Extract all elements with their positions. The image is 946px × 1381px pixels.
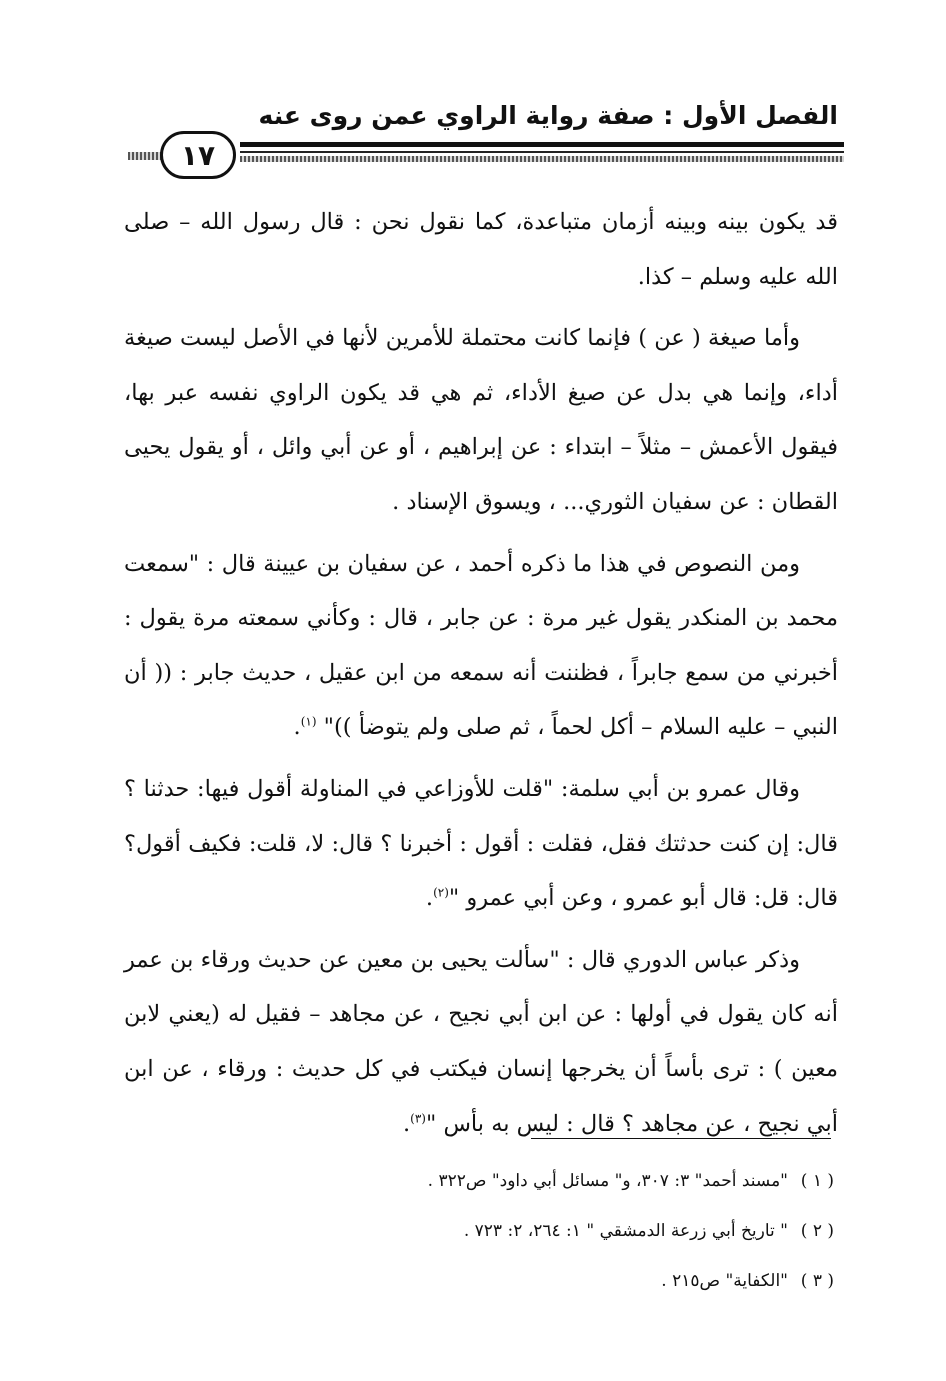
page-number: ١٧	[160, 131, 236, 179]
header-rule-thin	[240, 151, 844, 153]
chapter-title: الفصل الأول : صفة رواية الراوي عمن روى عنه	[258, 101, 838, 130]
footnote-ref-1: (١)	[300, 714, 317, 729]
header-rule-left	[128, 152, 162, 160]
footnote-text: "الكفاية" ص٢١٥ .	[661, 1271, 788, 1291]
footnote-text: " تاريخ أبي زرعة الدمشقي " ١: ٢٦٤، ٢: ٧٢٣ .	[463, 1221, 788, 1241]
footnote-ref-2: (٢)	[433, 885, 449, 900]
footnote-3	[340, 1256, 834, 1306]
paragraph-3: ومن النصوص في هذا ما ذكره أحمد ، عن سفيان بن عيينة قال : "سمعت محمد بن المنكدر يقول غير مرة : عن جابر ، قال : وكأني سمعته مرة يقول : أخبرني من سمع جابراً ، فظننت أنه سمعه من ابن عقيل ، حديث جابر : (( أن النبي – عليه السلام – أكل لحماً ، ثم صلى ولم يتوضأ ))" $^{(١)}$.	[124, 550, 838, 741]
paragraph-4: وقال عمرو بن أبي سلمة: "قلت للأوزاعي في المناولة أقول فيها: حدثنا ؟ قال: إن كنت حدثتك فقل، فقلت : أقول : أخبرنا ؟ قال: لا، قلت: فكيف أقول؟ قال: قل: قال أبو عمرو ، وعن أبي عمرو "$^{(٢)}$.	[124, 775, 838, 912]
paragraph-1: قد يكون بينه وبينه أزمان متباعدة، كما نقول نحن : قال رسول الله – صلى الله عليه وسلم – كذا.	[124, 209, 838, 290]
body-text	[124, 195, 838, 1158]
paragraph-2: وأما صيغة ( عن ) فإنما كانت محتملة للأمرين لأنها في الأصل ليست صيغة أداء، وإنما هي بدل عن صيغ الأداء، ثم هي قد يكون الراوي نفسه عبر بها، فيقول الأعمش – مثلاً – ابتداء : عن إبراهيم ، أو عن أبي وائل ، أو يقول يحيى القطان : عن سفيان الثوري... ، ويسوق الإسناد .	[124, 325, 838, 515]
header-rule-hatch	[240, 156, 844, 162]
paragraph-3-text: ومن النصوص في هذا ما ذكره أحمد ، عن سفيان بن عيينة قال : "سمعت محمد بن المنكدر يقول غير مرة : عن جابر ، قال : وكأني سمعته مرة يقول : أخبرني من سمع جابراً ، فظننت أنه سمعه من ابن عقيل ، حديث جابر : (( أن النبي – عليه السلام – أكل لحماً ، ثم صلى ولم يتوضأ ))"	[124, 550, 838, 741]
paragraph-5: وذكر عباس الدوري قال : "سألت يحيى بن معين عن حديث ورقاء بن عمر أنه كان يقول في أولها : عن ابن أبي نجيح ، عن مجاهد – فقيل له (يعني لابن معين ) : ترى بأساً أن يخرجها إنسان فيكتب في كل حديث : ورقاء ، عن ابن أبي نجيح ، عن مجاهد ؟ قال : ليس به بأس "$^{(٣)}$.	[124, 946, 838, 1137]
footnote-number: ( ٣ )	[800, 1271, 834, 1291]
footnotes	[340, 1156, 834, 1306]
footnote-number: ( ١ )	[800, 1171, 834, 1191]
header-rule-thick	[240, 142, 844, 147]
footnote-number: ( ٢ )	[800, 1221, 834, 1241]
footnote-separator	[531, 1138, 831, 1139]
header-rule	[240, 132, 844, 162]
footnote-1	[340, 1156, 834, 1206]
footnote-ref-3: (٣)	[410, 1111, 426, 1125]
paragraph-4-text: وقال عمرو بن أبي سلمة: "قلت للأوزاعي في المناولة أقول فيها: حدثنا ؟ قال: إن كنت حدثتك فقل، فقلت : أقول : أخبرنا ؟ قال: لا، قلت: فكيف أقول؟ قال: قل: قال أبو عمرو ، وعن أبي عمرو "	[124, 775, 838, 912]
paragraph-5-text: وذكر عباس الدوري قال : "سألت يحيى بن معين عن حديث ورقاء بن عمر أنه كان يقول في أولها : عن ابن أبي نجيح ، عن مجاهد – فقيل له (يعني لابن معين ) : ترى بأساً أن يخرجها إنسان فيكتب في كل حديث : ورقاء ، عن ابن أبي نجيح ، عن مجاهد ؟ قال : ليس به بأس "	[124, 946, 838, 1137]
footnote-text: "مسند أحمد" ٣: ٣٠٧، و" مسائل أبي داود" ص٣٢٢ .	[427, 1171, 788, 1191]
footnote-2	[340, 1206, 834, 1256]
